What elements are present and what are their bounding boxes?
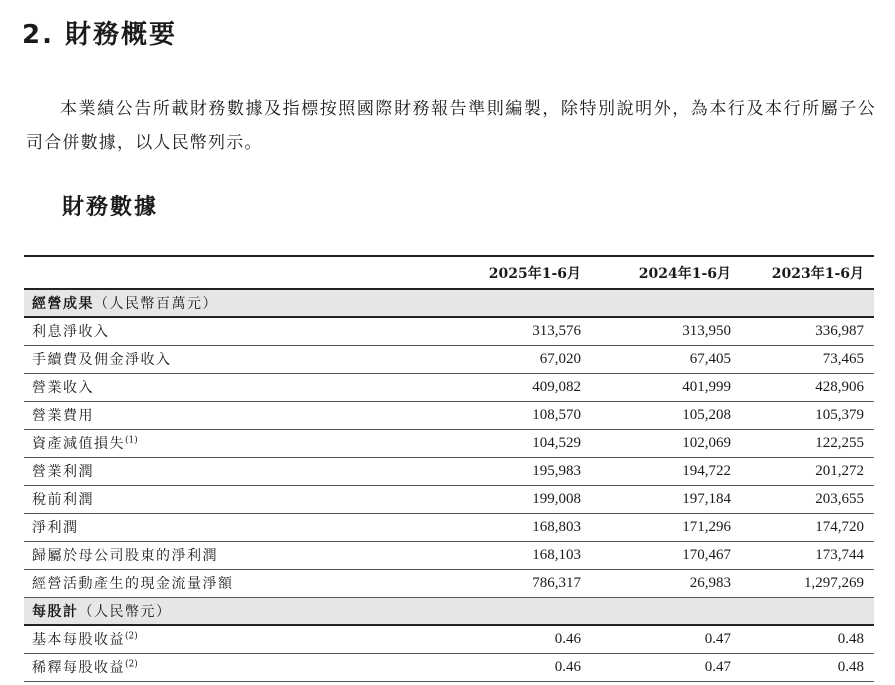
row-label-cell bbox=[24, 457, 416, 485]
value-cell: 173,744 bbox=[741, 541, 874, 569]
value-cell: 73,465 bbox=[741, 345, 874, 373]
row-label-cell bbox=[24, 317, 416, 345]
column-header-label bbox=[24, 256, 416, 289]
row-label: 基本每股收益 bbox=[32, 632, 125, 649]
table-header-row bbox=[24, 256, 874, 289]
value-cell: 194,722 bbox=[591, 457, 741, 485]
row-label: 歸屬於母公司股東的淨利潤 bbox=[32, 548, 218, 564]
value-cell: 171,296 bbox=[591, 513, 741, 541]
financial-data-table bbox=[24, 255, 874, 682]
value-cell: 195,983 bbox=[416, 457, 591, 485]
value-cell: 67,405 bbox=[591, 345, 741, 373]
value-cell: 197,184 bbox=[591, 485, 741, 513]
value-cell: 108,570 bbox=[416, 401, 591, 429]
table-row bbox=[24, 457, 874, 485]
value-cell: 201,272 bbox=[741, 457, 874, 485]
table-title: 財務數據 bbox=[62, 195, 159, 220]
value-cell: 409,082 bbox=[416, 373, 591, 401]
section-header-row bbox=[24, 597, 874, 625]
row-label-cell bbox=[24, 485, 416, 513]
value-cell: 336,987 bbox=[741, 317, 874, 345]
table-row bbox=[24, 653, 874, 681]
row-label-cell bbox=[24, 541, 416, 569]
value-cell: 1,297,269 bbox=[741, 569, 874, 597]
table-row bbox=[24, 429, 874, 457]
row-label: 利息淨收入 bbox=[32, 324, 110, 341]
value-cell: 199,008 bbox=[416, 485, 591, 513]
row-label-cell bbox=[24, 513, 416, 541]
table-row bbox=[24, 345, 874, 373]
value-cell: 0.48 bbox=[741, 653, 874, 681]
row-label-cell bbox=[24, 401, 416, 429]
table-row bbox=[24, 373, 874, 401]
value-cell: 428,906 bbox=[741, 373, 874, 401]
row-label-cell bbox=[24, 653, 416, 681]
section-title: 每股計 bbox=[32, 603, 79, 620]
row-label: 營業費用 bbox=[32, 408, 94, 424]
table-body bbox=[24, 289, 874, 681]
value-cell: 102,069 bbox=[591, 429, 741, 457]
section-title: 經營成果 bbox=[32, 296, 94, 312]
section-header-cell bbox=[24, 289, 874, 317]
value-cell: 0.47 bbox=[591, 653, 741, 681]
value-cell: 26,983 bbox=[591, 569, 741, 597]
table-row bbox=[24, 513, 874, 541]
row-label: 營業利潤 bbox=[32, 464, 94, 480]
row-label: 經營活動產生的現金流量淨額 bbox=[32, 576, 234, 592]
value-cell: 0.46 bbox=[416, 625, 591, 653]
value-cell: 313,576 bbox=[416, 317, 591, 345]
value-cell: 0.47 bbox=[591, 625, 741, 653]
value-cell: 122,255 bbox=[741, 429, 874, 457]
table-row bbox=[24, 569, 874, 597]
column-header-2025: 2025年1-6月 bbox=[416, 256, 591, 289]
value-cell: 786,317 bbox=[416, 569, 591, 597]
row-label: 營業收入 bbox=[32, 380, 94, 396]
value-cell: 104,529 bbox=[416, 429, 591, 457]
row-label-cell bbox=[24, 345, 416, 373]
row-label: 資產減值損失 bbox=[32, 436, 125, 452]
row-label-cell bbox=[24, 429, 416, 457]
table-row bbox=[24, 485, 874, 513]
value-cell: 203,655 bbox=[741, 485, 874, 513]
row-label-cell bbox=[24, 373, 416, 401]
table-row bbox=[24, 541, 874, 569]
section-header-row bbox=[24, 289, 874, 317]
row-label-cell bbox=[24, 569, 416, 597]
value-cell: 170,467 bbox=[591, 541, 741, 569]
value-cell: 67,020 bbox=[416, 345, 591, 373]
column-header-2024: 2024年1-6月 bbox=[591, 256, 741, 289]
value-cell: 174,720 bbox=[741, 513, 874, 541]
table-row bbox=[24, 625, 874, 653]
value-cell: 313,950 bbox=[591, 317, 741, 345]
table-row bbox=[24, 401, 874, 429]
value-cell: 105,208 bbox=[591, 401, 741, 429]
section-header-cell bbox=[24, 597, 874, 625]
row-label-cell bbox=[24, 625, 416, 653]
section-heading: 2. 財務概要 bbox=[22, 20, 178, 50]
row-label: 稅前利潤 bbox=[32, 492, 94, 508]
value-cell: 168,803 bbox=[416, 513, 591, 541]
table-row bbox=[24, 317, 874, 345]
value-cell: 401,999 bbox=[591, 373, 741, 401]
section-unit: （人民幣百萬元） bbox=[94, 296, 218, 312]
row-label: 稀釋每股收益 bbox=[32, 660, 125, 676]
intro-paragraph: 本業績公告所載財務數據及指標按照國際財務報告準則編製，除特別說明外，為本行及本行所屬子公司合併數據，以人民幣列示。 bbox=[26, 99, 876, 153]
footnote-marker: (2) bbox=[125, 659, 138, 670]
footnote-marker: (2) bbox=[125, 631, 138, 642]
value-cell: 0.48 bbox=[741, 625, 874, 653]
row-label: 淨利潤 bbox=[32, 520, 79, 536]
footnote-marker: (1) bbox=[125, 435, 138, 446]
value-cell: 0.46 bbox=[416, 653, 591, 681]
column-header-2023: 2023年1-6月 bbox=[741, 256, 874, 289]
row-label: 手續費及佣金淨收入 bbox=[32, 352, 172, 368]
section-unit: （人民幣元） bbox=[78, 603, 172, 620]
value-cell: 168,103 bbox=[416, 541, 591, 569]
value-cell: 105,379 bbox=[741, 401, 874, 429]
